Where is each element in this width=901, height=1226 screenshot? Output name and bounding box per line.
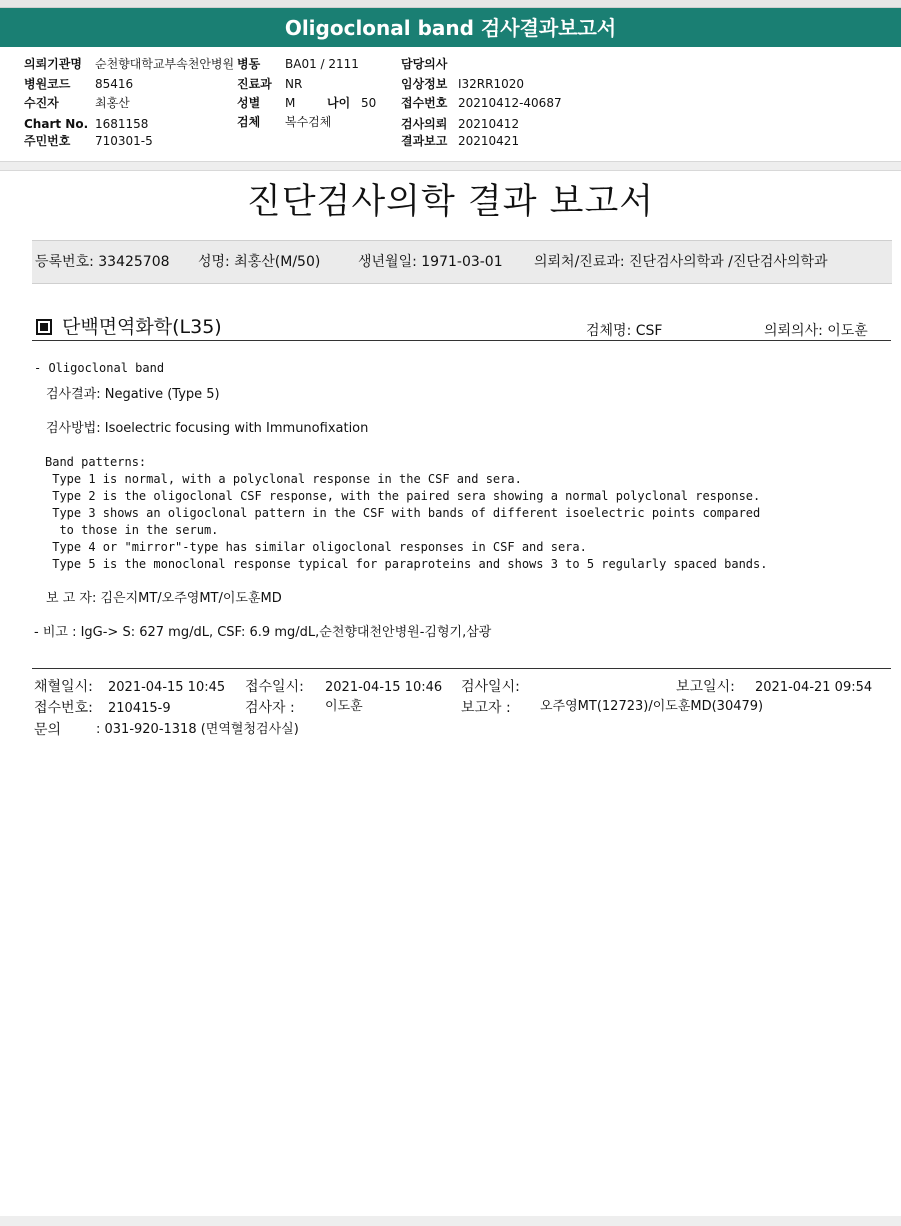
- age-value: 50: [361, 96, 377, 110]
- band-patterns-header: Band patterns:: [45, 455, 147, 469]
- inst-value: 순천향대학교부속천안병원: [95, 57, 235, 71]
- section-title: [36, 314, 222, 340]
- contact-label: 문의: [34, 722, 62, 738]
- patient-name: 성명: 최홍산(M/50): [198, 254, 321, 270]
- dept-label: 진료과: [237, 77, 272, 91]
- report-date-label: 보고일시:: [676, 679, 735, 695]
- request-label: 검사의뢰: [401, 117, 448, 131]
- chart-value: 1681158: [95, 117, 149, 131]
- specimen-value: 복수검체: [285, 115, 332, 129]
- hospcode-label: 병원코드: [24, 77, 71, 91]
- result-date-label: 결과보고: [401, 134, 448, 148]
- request-value: 20210412: [458, 117, 520, 131]
- header-separator: [0, 161, 901, 171]
- patient-value: 최홍산: [95, 96, 130, 110]
- remark: - 비고 : IgG-> S: 627 mg/dL, CSF: 6.9 mg/dL,순천향대천안병원-김형기,삼광: [34, 625, 492, 640]
- test-date-label: 검사일시:: [461, 679, 520, 695]
- band-line-4: to those in the serum.: [45, 523, 219, 537]
- collect-value: 2021-04-15 10:45: [108, 680, 226, 695]
- age-label: 나이: [327, 96, 351, 110]
- report-header-title: Oligoclonal band 검사결과보고서: [0, 8, 901, 47]
- test-name: - Oligoclonal band: [34, 361, 165, 375]
- band-line-6: Type 5 is the monoclonal response typical for paraproteins and shows 3 to 5 regularly spaced bands.: [45, 557, 768, 571]
- referral-dept: 의뢰처/진료과: 진단검사의학과 /진단검사의학과: [534, 254, 828, 270]
- ward-value: BA01 / 2111: [285, 57, 359, 71]
- tester-value: 이도훈: [325, 699, 363, 714]
- accno-value: 210415-9: [108, 701, 171, 716]
- inst-label: 의뢰기관명: [24, 57, 82, 71]
- ward-label: 병동: [237, 57, 261, 71]
- sex-label: 성별: [237, 96, 261, 110]
- bottom-strip: [0, 1216, 901, 1226]
- doctor-label: 담당의사: [401, 57, 448, 71]
- footer-rule: [32, 668, 891, 669]
- band-line-3: Type 3 shows an oligoclonal pattern in the CSF with bands of different isoelectric points compared: [45, 506, 761, 520]
- receive-label: 접수일시:: [245, 679, 304, 695]
- hospcode-value: 85416: [95, 77, 134, 91]
- reg-number: 등록번호: 33425708: [35, 254, 170, 270]
- test-result: 검사결과: Negative (Type 5): [46, 387, 220, 402]
- section-square-icon: [36, 319, 52, 335]
- birth-date: 생년월일: 1971-03-01: [358, 254, 503, 270]
- section-rule: [32, 340, 891, 341]
- test-method: 검사방법: Isoelectric focusing with Immunofixation: [46, 421, 369, 436]
- band-line-2: Type 2 is the oligoclonal CSF response, with the paired sera showing a normal polyclonal response.: [45, 489, 761, 503]
- band-line-5: Type 4 or "mirror"-type has similar oligoclonal responses in CSF and sera.: [45, 540, 587, 554]
- result-date-value: 20210421: [458, 134, 520, 148]
- specimen-name: 검체명: CSF: [586, 323, 663, 339]
- clinical-value: I32RR1020: [458, 77, 525, 91]
- accession-value: 20210412-40687: [458, 96, 562, 110]
- accno-label: 접수번호:: [34, 700, 93, 716]
- report-title: 진단검사의학 결과 보고서: [246, 182, 655, 222]
- sex-value: M: [285, 96, 296, 110]
- patient-label: 수진자: [24, 96, 59, 110]
- reporters: 보 고 자: 김은지MT/오주영MT/이도훈MD: [46, 591, 282, 606]
- specimen-label: 검체: [237, 115, 261, 129]
- band-line-1: Type 1 is normal, with a polyclonal response in the CSF and sera.: [45, 472, 522, 486]
- final-reporter-value: 오주영MT(12723)/이도훈MD(30479): [540, 699, 764, 714]
- report-date-value: 2021-04-21 09:54: [755, 680, 873, 695]
- tester-label: 검사자 :: [245, 700, 295, 716]
- ordering-physician: 의뢰의사: 이도훈: [764, 323, 868, 339]
- id-label: 주민번호: [24, 134, 71, 148]
- section-title-text: 단백면역화학(L35): [62, 316, 222, 338]
- contact-value: : 031-920-1318 (면역혈청검사실): [96, 722, 299, 737]
- final-reporter-label: 보고자 :: [461, 700, 511, 716]
- clinical-label: 임상정보: [401, 77, 448, 91]
- accession-label: 접수번호: [401, 96, 448, 110]
- registration-band: [32, 240, 892, 284]
- chart-label: Chart No.: [24, 117, 89, 131]
- id-value: 710301-5: [95, 134, 153, 148]
- dept-value: NR: [285, 77, 303, 91]
- receive-value: 2021-04-15 10:46: [325, 680, 443, 695]
- collect-label: 채혈일시:: [34, 679, 93, 695]
- top-border: [0, 0, 901, 8]
